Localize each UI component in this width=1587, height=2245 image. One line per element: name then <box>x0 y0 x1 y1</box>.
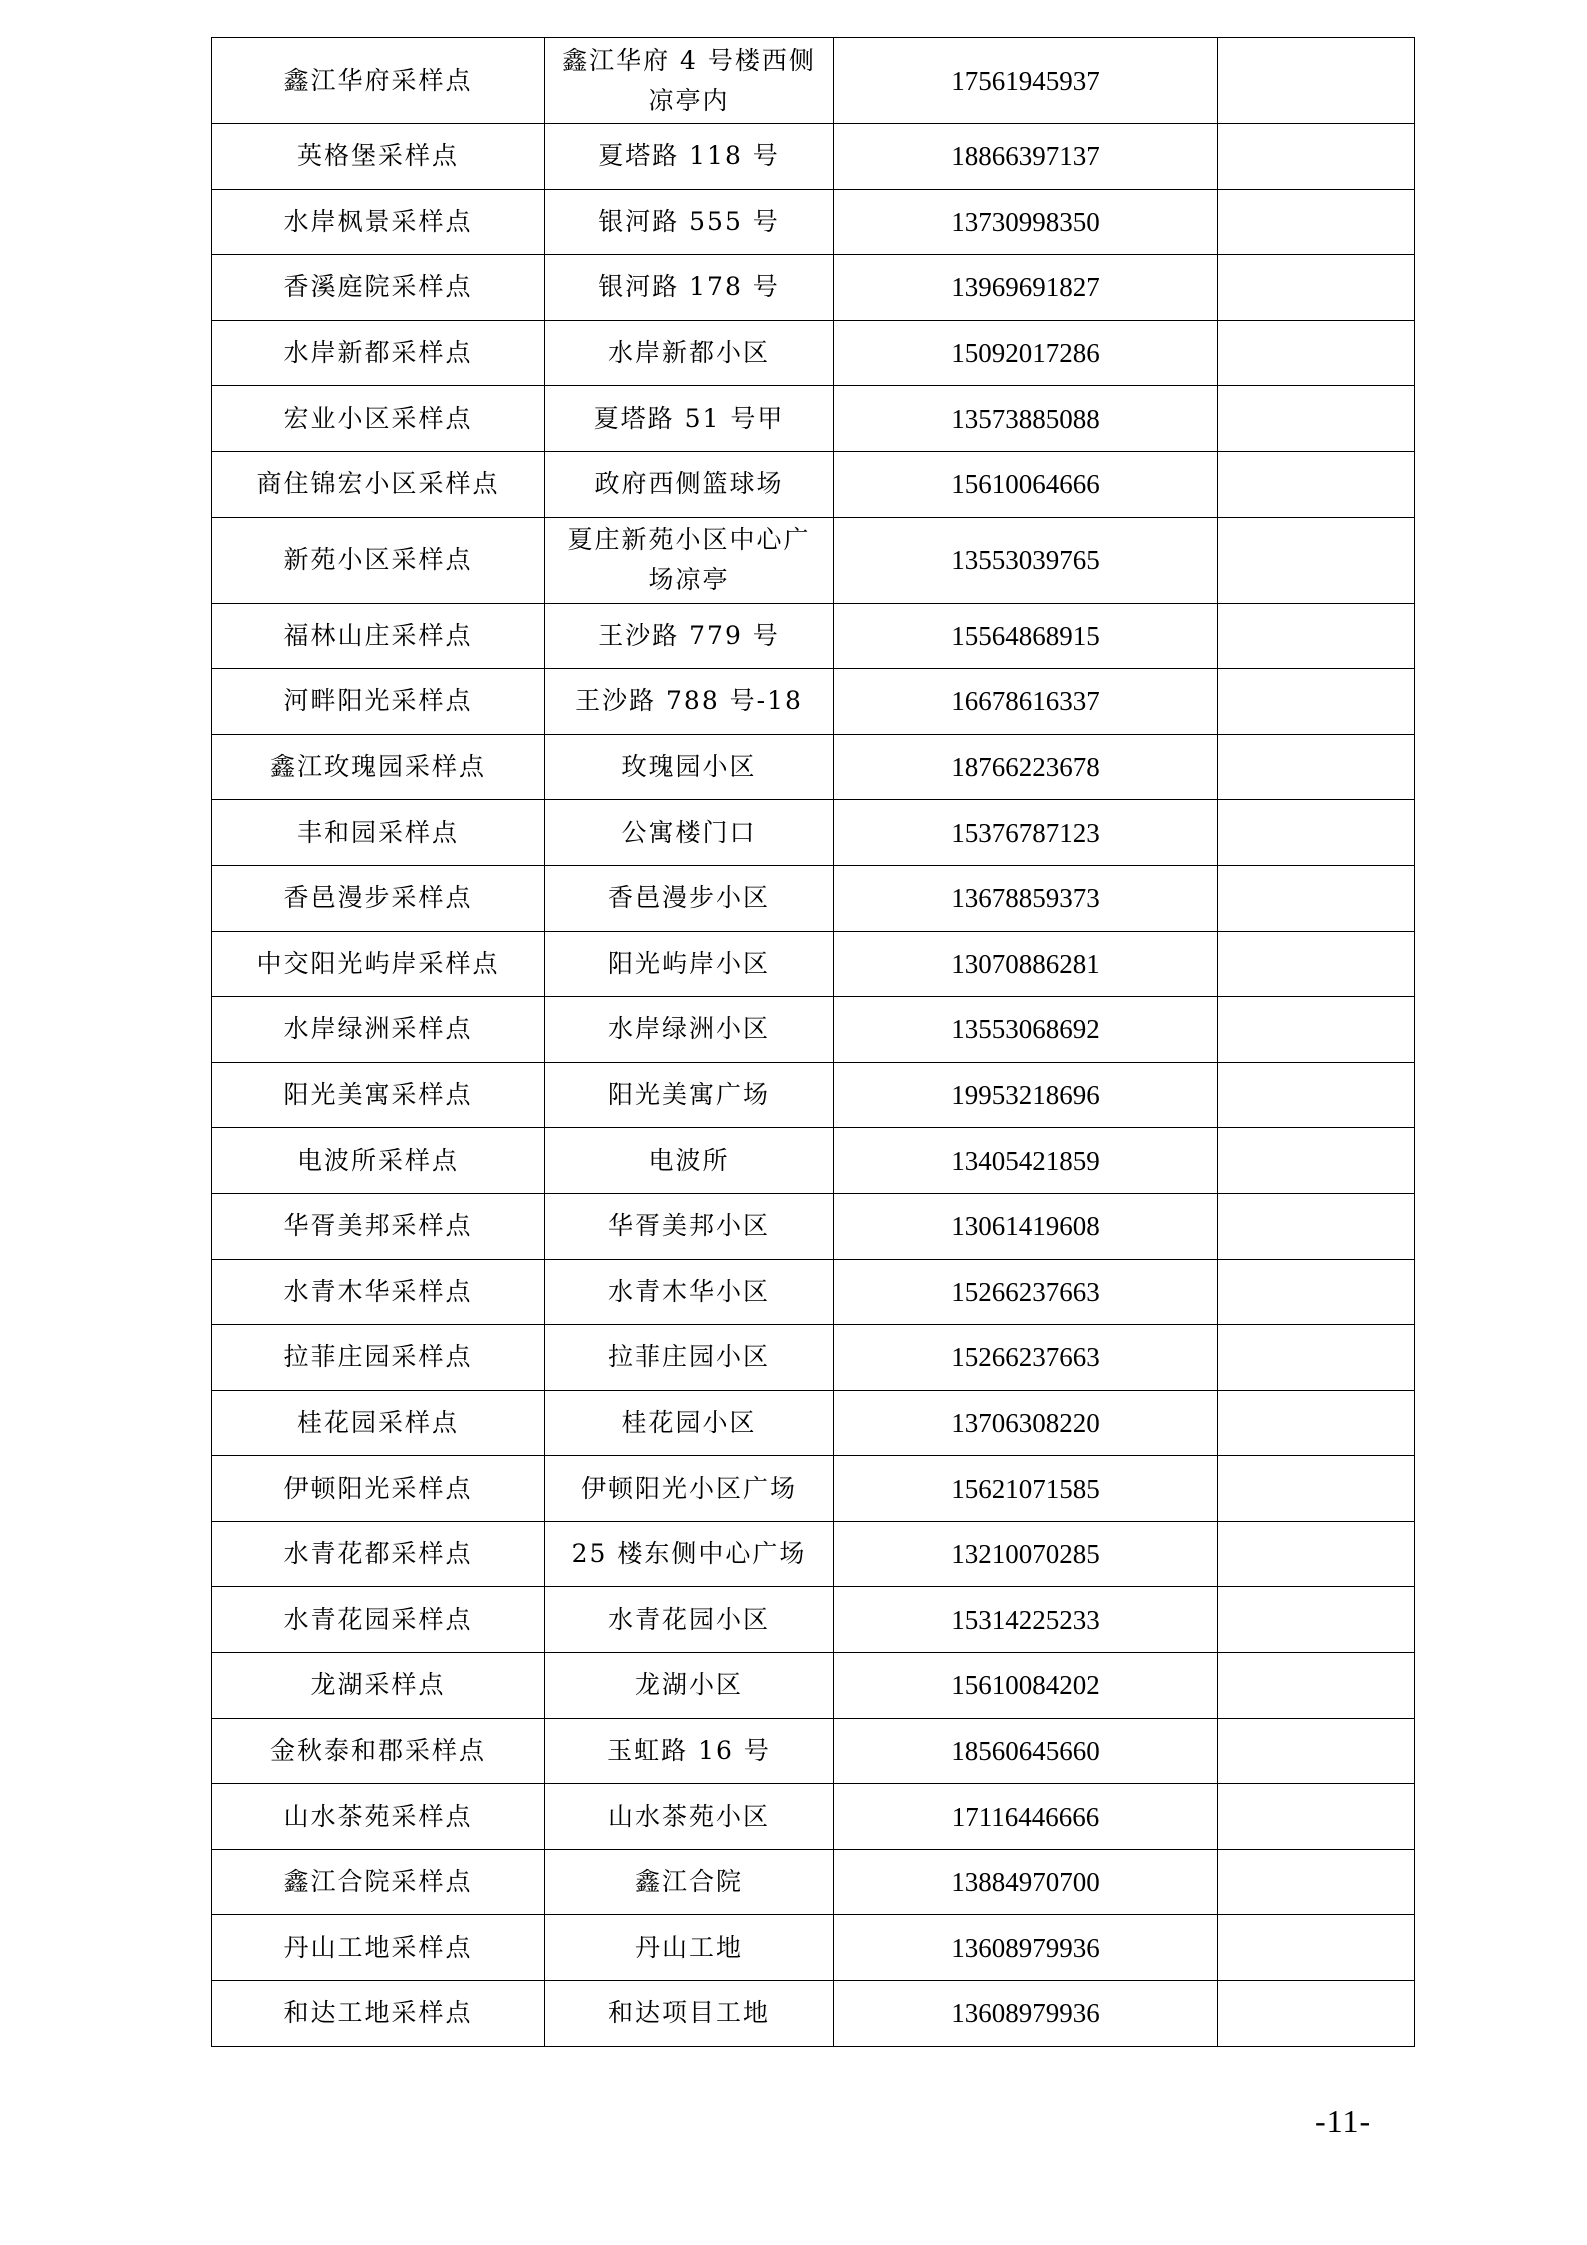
site-address-cell: 龙湖小区 <box>545 1653 834 1719</box>
site-name-cell: 丰和园采样点 <box>212 800 545 866</box>
site-phone-cell: 18766223678 <box>834 734 1218 800</box>
site-address-cell: 香邑漫步小区 <box>545 865 834 931</box>
site-phone-cell: 18866397137 <box>834 124 1218 190</box>
site-note-cell <box>1218 1521 1415 1587</box>
site-address-cell: 伊顿阳光小区广场 <box>545 1456 834 1522</box>
site-name-cell: 水青木华采样点 <box>212 1259 545 1325</box>
table-row <box>212 1521 1415 1587</box>
site-note-cell <box>1218 1390 1415 1456</box>
site-phone-cell: 18560645660 <box>834 1718 1218 1784</box>
site-note-cell <box>1218 189 1415 255</box>
site-phone-cell: 13573885088 <box>834 386 1218 452</box>
table-row <box>212 1718 1415 1784</box>
site-note-cell <box>1218 997 1415 1063</box>
site-address-cell: 水岸新都小区 <box>545 320 834 386</box>
site-address-cell: 拉菲庄园小区 <box>545 1325 834 1391</box>
site-address-cell: 政府西侧篮球场 <box>545 451 834 517</box>
site-note-cell <box>1218 1259 1415 1325</box>
site-note-cell <box>1218 669 1415 735</box>
table-row <box>212 1456 1415 1522</box>
table-row <box>212 1981 1415 2047</box>
site-phone-cell: 17561945937 <box>834 38 1218 124</box>
site-phone-cell: 13608979936 <box>834 1981 1218 2047</box>
site-name-cell: 和达工地采样点 <box>212 1981 545 2047</box>
site-name-cell: 新苑小区采样点 <box>212 517 545 603</box>
site-phone-cell: 15314225233 <box>834 1587 1218 1653</box>
table-row <box>212 320 1415 386</box>
site-name-cell: 鑫江华府采样点 <box>212 38 545 124</box>
site-name-cell: 水青花园采样点 <box>212 1587 545 1653</box>
site-note-cell <box>1218 865 1415 931</box>
site-phone-cell: 13608979936 <box>834 1915 1218 1981</box>
site-address-cell: 王沙路 788 号-18 <box>545 669 834 735</box>
site-name-cell: 电波所采样点 <box>212 1128 545 1194</box>
site-note-cell <box>1218 517 1415 603</box>
table-row <box>212 734 1415 800</box>
table-row <box>212 865 1415 931</box>
site-note-cell <box>1218 1587 1415 1653</box>
site-note-cell <box>1218 451 1415 517</box>
site-address-cell: 银河路 555 号 <box>545 189 834 255</box>
site-address-cell: 和达项目工地 <box>545 1981 834 2047</box>
table-row <box>212 1259 1415 1325</box>
site-phone-cell: 13678859373 <box>834 865 1218 931</box>
site-address-cell: 鑫江华府 4 号楼西侧凉亭内 <box>545 38 834 124</box>
site-name-cell: 华胥美邦采样点 <box>212 1193 545 1259</box>
site-name-cell: 福林山庄采样点 <box>212 603 545 669</box>
site-name-cell: 阳光美寓采样点 <box>212 1062 545 1128</box>
site-name-cell: 龙湖采样点 <box>212 1653 545 1719</box>
site-note-cell <box>1218 1653 1415 1719</box>
site-note-cell <box>1218 1193 1415 1259</box>
site-phone-cell: 15266237663 <box>834 1325 1218 1391</box>
site-name-cell: 水岸新都采样点 <box>212 320 545 386</box>
site-note-cell <box>1218 255 1415 321</box>
site-phone-cell: 15376787123 <box>834 800 1218 866</box>
table-row <box>212 38 1415 124</box>
site-note-cell <box>1218 1325 1415 1391</box>
site-note-cell <box>1218 734 1415 800</box>
site-phone-cell: 13061419608 <box>834 1193 1218 1259</box>
site-address-cell: 水岸绿洲小区 <box>545 997 834 1063</box>
site-note-cell <box>1218 1456 1415 1522</box>
site-phone-cell: 13706308220 <box>834 1390 1218 1456</box>
table-row <box>212 1128 1415 1194</box>
site-note-cell <box>1218 386 1415 452</box>
sampling-sites-table-body <box>212 38 1415 2047</box>
site-note-cell <box>1218 320 1415 386</box>
site-note-cell <box>1218 800 1415 866</box>
table-row <box>212 1849 1415 1915</box>
site-address-cell: 玉虹路 16 号 <box>545 1718 834 1784</box>
site-note-cell <box>1218 1784 1415 1850</box>
site-phone-cell: 13553039765 <box>834 517 1218 603</box>
site-name-cell: 拉菲庄园采样点 <box>212 1325 545 1391</box>
site-phone-cell: 13553068692 <box>834 997 1218 1063</box>
site-name-cell: 鑫江玫瑰园采样点 <box>212 734 545 800</box>
site-name-cell: 山水茶苑采样点 <box>212 1784 545 1850</box>
table-row <box>212 451 1415 517</box>
table-row <box>212 1193 1415 1259</box>
site-name-cell: 丹山工地采样点 <box>212 1915 545 1981</box>
page-number: -11- <box>1315 2103 1372 2139</box>
table-row <box>212 1325 1415 1391</box>
site-address-cell: 电波所 <box>545 1128 834 1194</box>
site-note-cell <box>1218 1062 1415 1128</box>
site-address-cell: 王沙路 779 号 <box>545 603 834 669</box>
site-name-cell: 中交阳光屿岸采样点 <box>212 931 545 997</box>
site-phone-cell: 13884970700 <box>834 1849 1218 1915</box>
table-row <box>212 1390 1415 1456</box>
table-row <box>212 931 1415 997</box>
site-phone-cell: 15266237663 <box>834 1259 1218 1325</box>
table-row <box>212 1915 1415 1981</box>
site-address-cell: 华胥美邦小区 <box>545 1193 834 1259</box>
site-note-cell <box>1218 1128 1415 1194</box>
site-name-cell: 桂花园采样点 <box>212 1390 545 1456</box>
site-phone-cell: 13969691827 <box>834 255 1218 321</box>
site-address-cell: 阳光屿岸小区 <box>545 931 834 997</box>
site-phone-cell: 13730998350 <box>834 189 1218 255</box>
site-note-cell <box>1218 1849 1415 1915</box>
table-row <box>212 255 1415 321</box>
site-note-cell <box>1218 124 1415 190</box>
site-note-cell <box>1218 931 1415 997</box>
table-row <box>212 189 1415 255</box>
site-phone-cell: 13210070285 <box>834 1521 1218 1587</box>
site-address-cell: 夏庄新苑小区中心广场凉亭 <box>545 517 834 603</box>
site-address-cell: 银河路 178 号 <box>545 255 834 321</box>
site-note-cell <box>1218 1981 1415 2047</box>
table-row <box>212 669 1415 735</box>
sampling-sites-table <box>211 37 1415 2047</box>
site-address-cell: 丹山工地 <box>545 1915 834 1981</box>
site-note-cell <box>1218 38 1415 124</box>
site-address-cell: 阳光美寓广场 <box>545 1062 834 1128</box>
table-row <box>212 603 1415 669</box>
site-name-cell: 鑫江合院采样点 <box>212 1849 545 1915</box>
site-name-cell: 香邑漫步采样点 <box>212 865 545 931</box>
site-phone-cell: 13070886281 <box>834 931 1218 997</box>
site-address-cell: 25 楼东侧中心广场 <box>545 1521 834 1587</box>
site-note-cell <box>1218 1915 1415 1981</box>
site-name-cell: 河畔阳光采样点 <box>212 669 545 735</box>
site-note-cell <box>1218 603 1415 669</box>
site-name-cell: 宏业小区采样点 <box>212 386 545 452</box>
site-phone-cell: 17116446666 <box>834 1784 1218 1850</box>
table-row <box>212 1653 1415 1719</box>
site-name-cell: 香溪庭院采样点 <box>212 255 545 321</box>
site-name-cell: 英格堡采样点 <box>212 124 545 190</box>
site-phone-cell: 19953218696 <box>834 1062 1218 1128</box>
site-name-cell: 金秋泰和郡采样点 <box>212 1718 545 1784</box>
site-name-cell: 伊顿阳光采样点 <box>212 1456 545 1522</box>
site-name-cell: 水岸绿洲采样点 <box>212 997 545 1063</box>
site-name-cell: 商住锦宏小区采样点 <box>212 451 545 517</box>
table-row <box>212 517 1415 603</box>
site-name-cell: 水岸枫景采样点 <box>212 189 545 255</box>
site-phone-cell: 16678616337 <box>834 669 1218 735</box>
site-phone-cell: 15621071585 <box>834 1456 1218 1522</box>
site-address-cell: 鑫江合院 <box>545 1849 834 1915</box>
site-address-cell: 玫瑰园小区 <box>545 734 834 800</box>
table-row <box>212 1784 1415 1850</box>
site-name-cell: 水青花都采样点 <box>212 1521 545 1587</box>
site-address-cell: 夏塔路 51 号甲 <box>545 386 834 452</box>
table-row <box>212 386 1415 452</box>
table-row <box>212 800 1415 866</box>
site-phone-cell: 15092017286 <box>834 320 1218 386</box>
table-row <box>212 1062 1415 1128</box>
site-address-cell: 公寓楼门口 <box>545 800 834 866</box>
site-phone-cell: 15610084202 <box>834 1653 1218 1719</box>
site-phone-cell: 15564868915 <box>834 603 1218 669</box>
table-row <box>212 1587 1415 1653</box>
site-address-cell: 水青木华小区 <box>545 1259 834 1325</box>
table-row <box>212 997 1415 1063</box>
site-address-cell: 桂花园小区 <box>545 1390 834 1456</box>
site-phone-cell: 15610064666 <box>834 451 1218 517</box>
site-address-cell: 水青花园小区 <box>545 1587 834 1653</box>
site-phone-cell: 13405421859 <box>834 1128 1218 1194</box>
table-row <box>212 124 1415 190</box>
site-note-cell <box>1218 1718 1415 1784</box>
site-address-cell: 夏塔路 118 号 <box>545 124 834 190</box>
site-address-cell: 山水茶苑小区 <box>545 1784 834 1850</box>
